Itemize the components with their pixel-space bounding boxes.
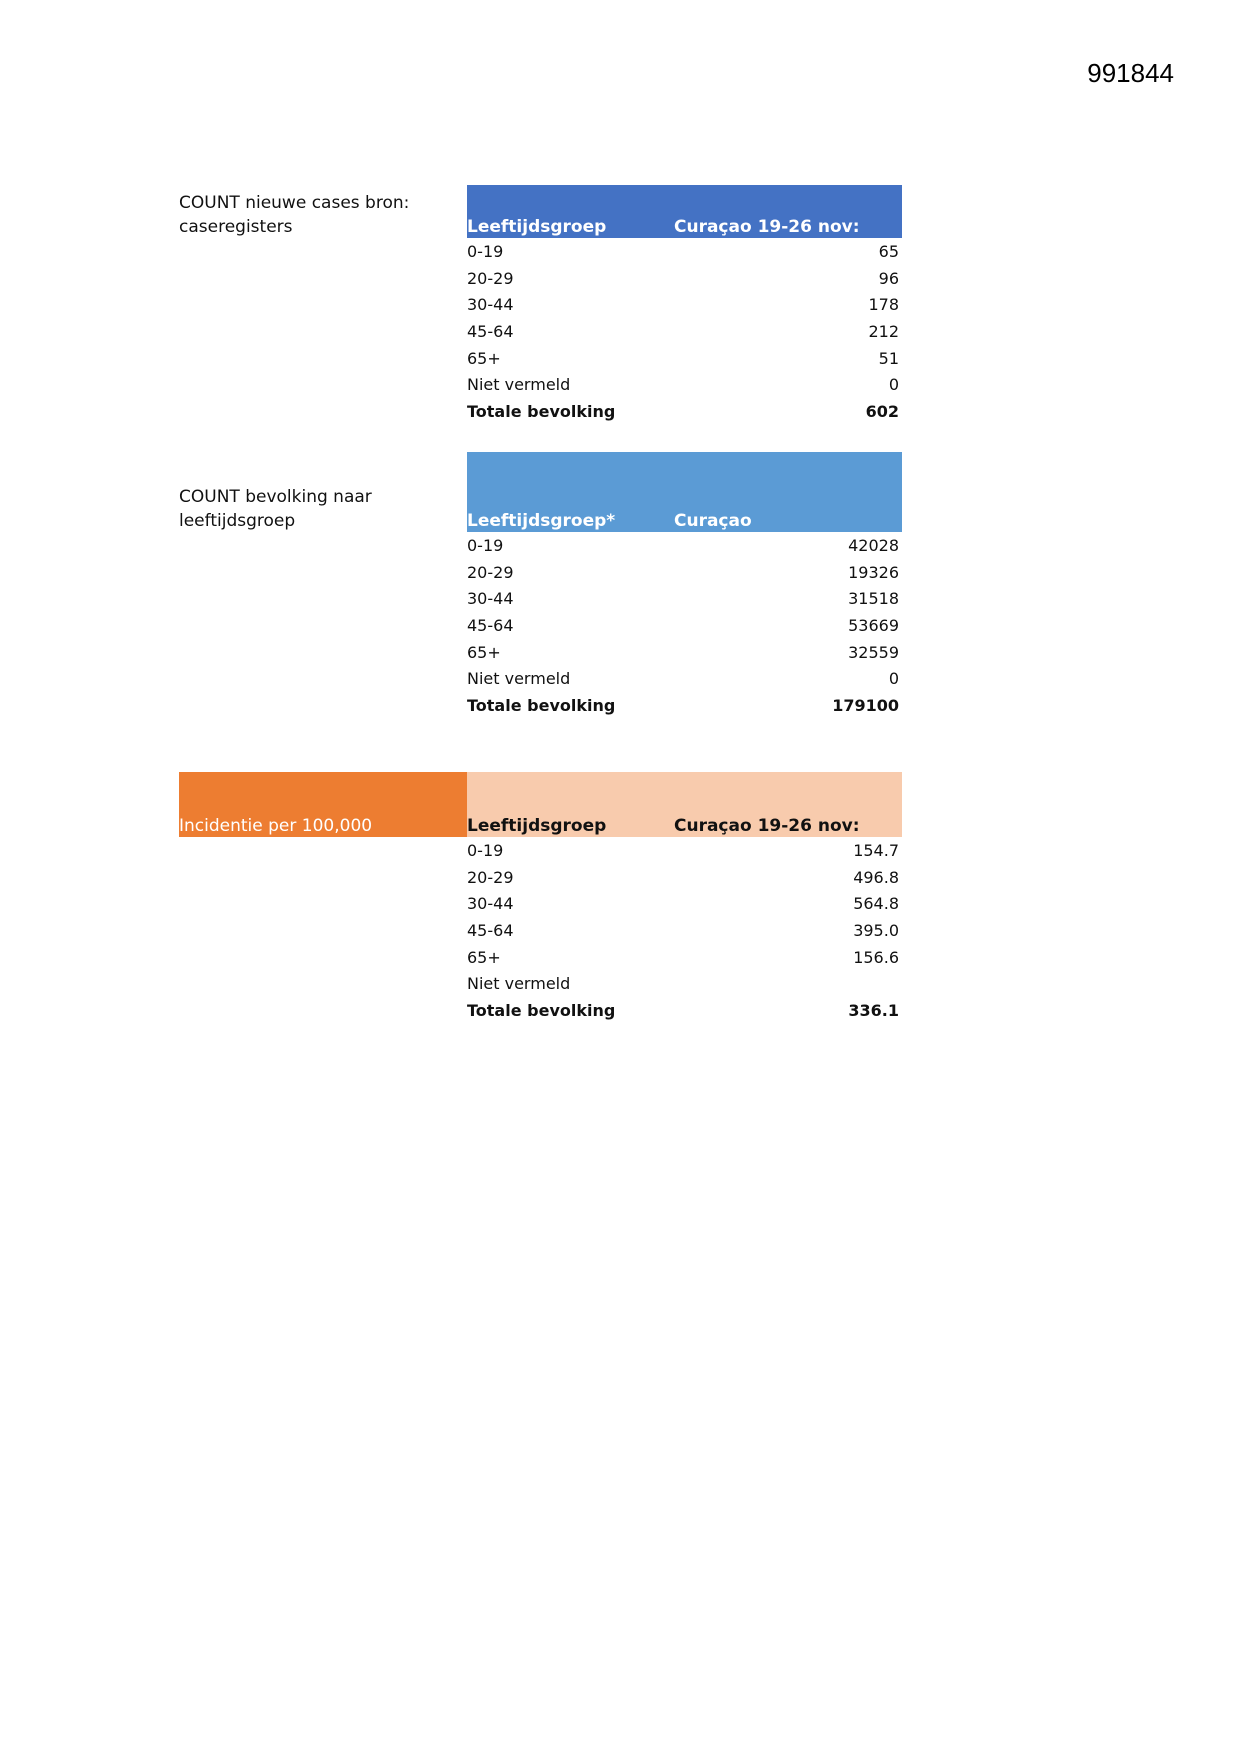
row-key: 65+ bbox=[467, 348, 501, 368]
row-key: Niet vermeld bbox=[467, 669, 571, 689]
row-value: 564.8 bbox=[853, 894, 899, 914]
row-value: 156.6 bbox=[853, 947, 899, 967]
document-id: 991844 bbox=[1087, 58, 1174, 88]
row-value: 0 bbox=[888, 669, 899, 689]
row-key: 20-29 bbox=[467, 268, 514, 288]
row-key: 30-44 bbox=[467, 589, 514, 609]
table2-label-line2: leeftijdsgroep bbox=[179, 511, 296, 531]
row-value: 336.1 bbox=[848, 1001, 899, 1021]
row-key: 0-19 bbox=[467, 841, 504, 860]
table2-row bbox=[467, 585, 902, 612]
row-key: Totale bevolking bbox=[467, 402, 616, 422]
table1-row bbox=[467, 345, 902, 372]
table1-row bbox=[467, 318, 902, 345]
row-value: 496.8 bbox=[853, 867, 899, 887]
table2-row bbox=[467, 665, 902, 692]
table1-label bbox=[179, 191, 429, 239]
table2-label-line1: COUNT bevolking naar bbox=[179, 487, 372, 507]
table2-col2-header: Curaçao bbox=[674, 511, 752, 531]
table3-row bbox=[467, 837, 902, 864]
row-key: 20-29 bbox=[467, 867, 514, 887]
table3-row bbox=[467, 944, 902, 971]
row-key: 0-19 bbox=[467, 536, 504, 555]
row-key: 45-64 bbox=[467, 921, 514, 941]
row-key: Totale bevolking bbox=[467, 1001, 616, 1021]
table3-total-row bbox=[467, 997, 902, 1024]
table2-header bbox=[467, 452, 902, 532]
table1-row bbox=[467, 265, 902, 292]
row-key: 45-64 bbox=[467, 616, 514, 636]
table3-label: Incidentie per 100,000 bbox=[179, 816, 373, 836]
table3-row bbox=[467, 970, 902, 997]
table3-row bbox=[467, 890, 902, 917]
row-key: 30-44 bbox=[467, 295, 514, 315]
row-value: 395.0 bbox=[853, 921, 899, 941]
table3 bbox=[467, 772, 902, 1024]
table3-col1-header: Leeftijdsgroep bbox=[467, 816, 607, 836]
table2-row bbox=[467, 612, 902, 639]
row-key: 65+ bbox=[467, 642, 501, 662]
row-value: 53669 bbox=[848, 616, 899, 636]
row-value: 602 bbox=[865, 402, 899, 422]
table1-header bbox=[467, 185, 902, 238]
row-key: Totale bevolking bbox=[467, 696, 616, 716]
row-key: 30-44 bbox=[467, 894, 514, 914]
table3-row bbox=[467, 864, 902, 891]
row-value: 212 bbox=[868, 322, 899, 342]
table1-col2-header: Curaçao 19-26 nov: bbox=[674, 217, 860, 237]
row-key: Niet vermeld bbox=[467, 974, 571, 994]
row-key: 20-29 bbox=[467, 562, 514, 582]
table2-col1-header: Leeftijdsgroep* bbox=[467, 511, 616, 531]
row-value: 31518 bbox=[848, 589, 899, 609]
table2-row bbox=[467, 639, 902, 666]
table2-row bbox=[467, 532, 902, 559]
row-value: 154.7 bbox=[853, 841, 899, 860]
table2 bbox=[467, 452, 902, 719]
table1-row bbox=[467, 238, 902, 265]
table1-row bbox=[467, 291, 902, 318]
table2-total-row bbox=[467, 692, 902, 719]
row-value: 51 bbox=[878, 348, 899, 368]
row-key: 45-64 bbox=[467, 322, 514, 342]
row-value: 179100 bbox=[832, 696, 899, 716]
table2-label bbox=[179, 485, 429, 533]
row-value: 19326 bbox=[848, 562, 899, 582]
table3-label-band bbox=[179, 772, 467, 837]
row-value: 42028 bbox=[848, 536, 899, 555]
table3-header bbox=[467, 772, 902, 837]
table1 bbox=[467, 185, 902, 425]
table2-row bbox=[467, 559, 902, 586]
table3-row bbox=[467, 917, 902, 944]
row-value: 178 bbox=[868, 295, 899, 315]
row-key: 65+ bbox=[467, 947, 501, 967]
row-key: Niet vermeld bbox=[467, 375, 571, 395]
table1-total-row bbox=[467, 398, 902, 425]
row-value: 0 bbox=[888, 375, 899, 395]
row-value: 96 bbox=[878, 268, 899, 288]
row-value: 65 bbox=[878, 242, 899, 261]
row-key: 0-19 bbox=[467, 242, 504, 261]
row-value: 32559 bbox=[848, 642, 899, 662]
table1-label-line2: caseregisters bbox=[179, 217, 293, 237]
table1-label-line1: COUNT nieuwe cases bron: bbox=[179, 193, 410, 213]
table1-row bbox=[467, 371, 902, 398]
table1-col1-header: Leeftijdsgroep bbox=[467, 217, 607, 237]
table3-col2-header: Curaçao 19-26 nov: bbox=[674, 816, 860, 836]
